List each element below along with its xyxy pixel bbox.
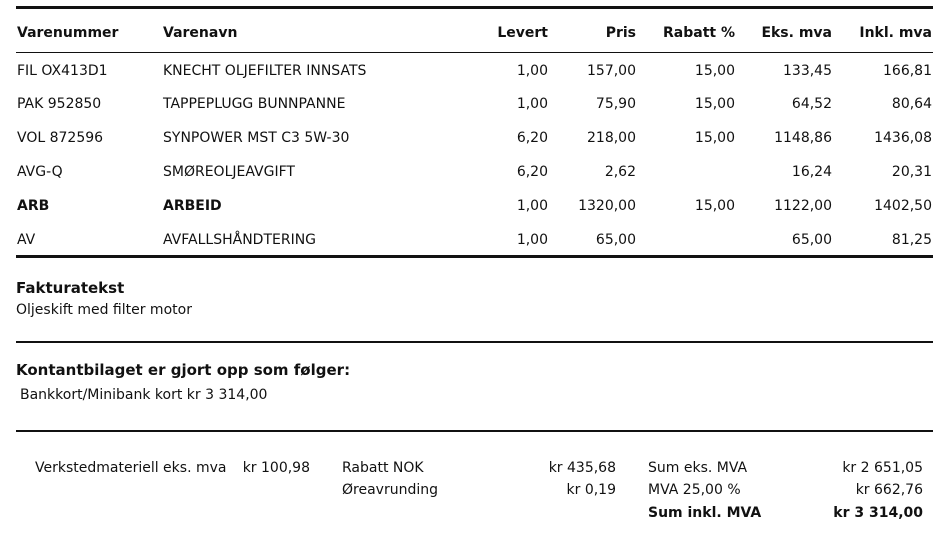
rounding-label: Øreavrunding: [342, 482, 438, 498]
cell-varenummer: ARB: [17, 198, 50, 214]
cell-varenummer: PAK 952850: [17, 96, 102, 112]
fakturatekst-text: Oljeskift med filter motor: [16, 302, 192, 318]
fakturatekst-title: Fakturatekst: [16, 279, 125, 297]
cell-rabatt: 15,00: [694, 96, 735, 112]
cell-pris: 218,00: [587, 130, 636, 146]
cell-inkl-mva: 166,81: [883, 63, 932, 79]
cell-varenavn: AVFALLSHÅNDTERING: [163, 232, 317, 248]
vat-label: MVA 25,00 %: [648, 482, 741, 498]
header-inkl-mva: Inkl. mva: [859, 25, 932, 41]
payment-title: Kontantbilaget er gjort opp som følger:: [16, 361, 351, 379]
cell-eks-mva: 64,52: [791, 96, 832, 112]
cell-pris: 2,62: [604, 164, 636, 180]
header-varenavn: Varenavn: [163, 25, 238, 41]
cell-varenummer: FIL OX413D1: [17, 63, 108, 79]
cell-varenavn: TAPPEPLUGG BUNNPANNE: [163, 96, 346, 112]
header-varenummer: Varenummer: [17, 25, 119, 41]
cell-rabatt: 15,00: [694, 63, 735, 79]
cell-inkl-mva: 1402,50: [874, 198, 932, 214]
table-top-rule: [16, 6, 933, 9]
discount-value: kr 435,68: [548, 460, 616, 476]
cell-pris: 1320,00: [578, 198, 636, 214]
cell-eks-mva: 16,24: [791, 164, 832, 180]
cell-rabatt: 15,00: [694, 130, 735, 146]
cell-pris: 65,00: [595, 232, 636, 248]
cell-varenavn: SYNPOWER MST C3 5W-30: [163, 130, 350, 146]
cell-pris: 75,90: [595, 96, 636, 112]
header-pris: Pris: [605, 25, 636, 41]
table-header-rule: [16, 52, 933, 53]
cell-levert: 1,00: [516, 63, 548, 79]
header-eks-mva: Eks. mva: [761, 25, 832, 41]
workshop-material-value: kr 100,98: [242, 460, 310, 476]
cell-eks-mva: 65,00: [791, 232, 832, 248]
cell-levert: 1,00: [516, 232, 548, 248]
cell-varenavn: ARBEID: [163, 198, 222, 214]
cell-varenavn: KNECHT OLJEFILTER INNSATS: [163, 63, 367, 79]
workshop-material-label: Verkstedmateriell eks. mva: [35, 460, 227, 476]
table-bottom-rule: [16, 255, 933, 258]
cell-inkl-mva: 20,31: [891, 164, 932, 180]
rounding-value: kr 0,19: [566, 482, 616, 498]
sum-ex-vat-value: kr 2 651,05: [842, 460, 923, 476]
cell-pris: 157,00: [587, 63, 636, 79]
vat-value: kr 662,76: [855, 482, 923, 498]
discount-label: Rabatt NOK: [342, 460, 424, 476]
cell-inkl-mva: 1436,08: [874, 130, 932, 146]
cell-varenummer: AV: [17, 232, 36, 248]
cell-varenummer: AVG-Q: [17, 164, 63, 180]
payment-text: Bankkort/Minibank kort kr 3 314,00: [20, 387, 268, 403]
sum-inc-vat-label: Sum inkl. MVA: [648, 505, 762, 521]
cell-levert: 6,20: [516, 164, 548, 180]
cell-inkl-mva: 80,64: [891, 96, 932, 112]
cell-eks-mva: 1148,86: [774, 130, 832, 146]
cell-levert: 1,00: [516, 198, 548, 214]
cell-eks-mva: 1122,00: [774, 198, 832, 214]
section-rule-1: [16, 341, 933, 343]
cell-inkl-mva: 81,25: [891, 232, 932, 248]
cell-varenavn: SMØREOLJEAVGIFT: [163, 164, 295, 180]
cell-levert: 6,20: [516, 130, 548, 146]
cell-levert: 1,00: [516, 96, 548, 112]
section-rule-2: [16, 430, 933, 432]
header-levert: Levert: [497, 25, 548, 41]
cell-rabatt: 15,00: [694, 198, 735, 214]
cell-varenummer: VOL 872596: [17, 130, 104, 146]
sum-ex-vat-label: Sum eks. MVA: [648, 460, 748, 476]
cell-eks-mva: 133,45: [783, 63, 832, 79]
header-rabatt: Rabatt %: [663, 25, 735, 41]
sum-inc-vat-value: kr 3 314,00: [833, 505, 923, 521]
